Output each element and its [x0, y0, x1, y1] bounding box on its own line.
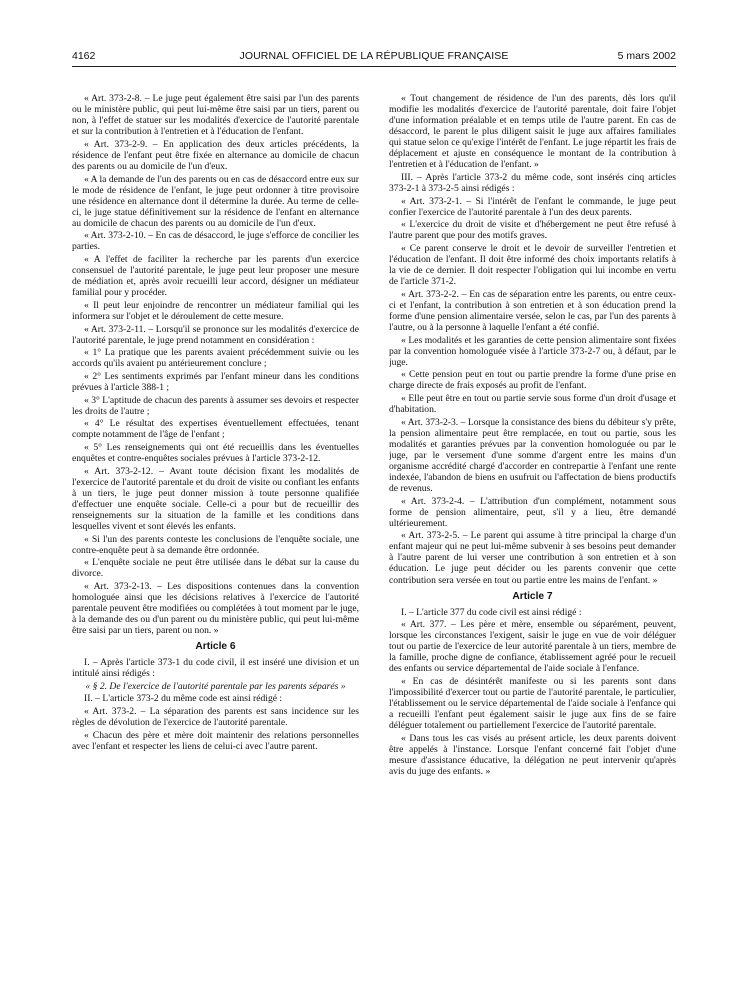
paragraph-art-373-2-3: « Art. 373-2-3. – Lorsque la consistance des biens du débiteur s'y prête, la pension alimentaire peut être remplacée, en tout ou partie, sous les modalités et garanties prévues par la convention homologuée ou par le juge, par le versement d'une somme d'argent entre les mains d'un organisme accrédité chargé d'accorder en contrepartie à l'enfant une rente indexée, l'abandon de biens en usufruit ou l'affectation de biens productifs de revenus. — [389, 416, 676, 494]
paragraph-art-373-2-5: « Art. 373-2-5. – Le parent qui assume à titre principal la charge d'un enfant majeur qui ne peut lui-même subvenir à ses besoins peut demander à l'autre parent de lui verser une contribution à son entretien et à son éducation. Le juge peut décider ou les parents convenir que cette contribution sera versée en tout ou partie entre les mains de l'enfant. » — [389, 530, 676, 586]
paragraph: « En cas de désintérêt manifeste ou si les parents sont dans l'impossibilité d'exercer tout ou partie de l'autorité parentale, le particulier, l'établissement ou le service départemental de l'aide sociale à l'enfance qui a recueilli l'enfant peut également saisir le juge aux fins de se faire déléguer totalement ou partiellement l'exercice de l'autorité parentale. — [389, 676, 676, 732]
right-column — [389, 93, 676, 973]
paragraph: II. – L'article 373-2 du même code est ainsi rédigé : — [84, 693, 283, 705]
article-7-heading: Article 7 — [512, 590, 553, 602]
paragraph-art-373-2-2: « Art. 373-2-2. – En cas de séparation entre les parents, ou entre ceux-ci et l'enfant, la contribution à son entretien et à son éducation prend la forme d'une pension alimentaire versée, selon le cas, par l'un des parents à l'autre, ou à la personne à laquelle l'enfant a été confié. — [389, 288, 676, 333]
paragraph: « L'enquête sociale ne peut être utilisée dans le débat sur la cause du divorce. — [72, 557, 359, 580]
paragraph: « Chacun des père et mère doit maintenir des relations personnelles avec l'enfant et respecter les liens de celui-ci avec l'autre parent. — [72, 729, 359, 752]
paragraph-art-373-2-11: « Art. 373-2-11. – Lorsqu'il se prononce sur les modalités d'exercice de l'autorité parentale, le juge prend notamment en considération : — [72, 323, 359, 346]
page-number: 4162 — [72, 50, 96, 62]
paragraph-art-373-2-9: « Art. 373-2-9. – En application des deux articles précédents, la résidence de l'enfant peut être fixée en alternance au domicile de chacun des parents ou au domicile de l'un d'eux. — [72, 138, 359, 172]
paragraph-art-373-2-10: « Art. 373-2-10. – En cas de désaccord, le juge s'efforce de concilier les parties. — [72, 230, 359, 253]
paragraph: I. – L'article 377 du code civil est ainsi rédigé : — [401, 606, 582, 618]
paragraph: I. – Après l'article 373-1 du code civil, il est inséré une division et un intitulé ainsi rédigés : — [72, 657, 359, 680]
header-divider — [72, 66, 676, 67]
paragraph: « Les modalités et les garanties de cette pension alimentaire sont fixées par la convention homologuée visée à l'article 373-2-7 ou, à défaut, par le juge. — [389, 334, 676, 368]
list-item: « 3° L'aptitude de chacun des parents à assumer ses devoirs et respecter les droits de l'autre ; — [72, 394, 359, 417]
paragraph-art-373-2-1: « Art. 373-2-1. – Si l'intérêt de l'enfant le commande, le juge peut confier l'exercice de l'autorité parentale à l'un des deux parents. — [389, 195, 676, 218]
paragraph: « L'exercice du droit de visite et d'hébergement ne peut être refusé à l'autre parent que pour des motifs graves. — [389, 219, 676, 242]
paragraph-art-377: « Art. 377. – Les père et mère, ensemble ou séparément, peuvent, lorsque les circonstances l'exigent, saisir le juge en vue de voir déléguer tout ou partie de l'exercice de leur autorité parentale à un tiers, membre de la famille, proche digne de confiance, établissement agréé pour le recueil des enfants ou service départemental de l'aide sociale à l'enfance. — [389, 619, 676, 675]
paragraph: « Dans tous les cas visés au présent article, les deux parents doivent être appelés à l'instance. Lorsque l'enfant concerné fait l'objet d'une mesure d'assistance éducative, la délégation ne peut intervenir qu'après avis du juge des enfants. » — [389, 732, 676, 778]
running-header — [72, 50, 676, 64]
paragraph: « Ce parent conserve le droit et le devoir de surveiller l'entretien et l'éducation de l'enfant. Il doit être informé des choix importants relatifs à la vie de ce dernier. Il doit respecter l'obligation qui lui incombe en vertu de l'article 371-2. — [389, 242, 676, 288]
paragraph: « Elle peut être en tout ou partie servie sous forme d'un droit d'usage et d'habitation. — [389, 392, 676, 416]
paragraph-art-373-2: « Art. 373-2. – La séparation des parents est sans incidence sur les règles de dévolution de l'exercice de l'autorité parentale. — [72, 706, 359, 729]
paragraph: « Cette pension peut en tout ou partie prendre la forme d'une prise en charge directe de frais exposés au profit de l'enfant. — [389, 369, 676, 392]
list-item: « 4° Le résultat des expertises éventuellement effectuées, tenant compte notamment de l'âge de l'enfant ; — [72, 418, 359, 441]
paragraph: « A l'effet de faciliter la recherche par les parents d'un exercice consensuel de l'autorité parentale, le juge peut leur proposer une mesure de médiation et, après avoir recueilli leur accord, désigner un médiateur familial pour y procéder. — [72, 254, 359, 299]
paragraph: « Tout changement de résidence de l'un des parents, dès lors qu'il modifie les modalités d'exercice de l'autorité parentale, doit faire l'objet d'une information préalable et en temps utile de l'autre parent. En cas de désaccord, le parent le plus diligent saisit le juge aux affaires familiales qui statue selon ce qu'exige l'intérêt de l'enfant. Le juge répartit les frais de déplacement et ajuste en conséquence le montant de la contribution à l'entretien et à l'éducation de l'enfant. » — [389, 93, 676, 171]
paragraph-art-373-2-4: « Art. 373-2-4. – L'attribution d'un complément, notamment sous forme de pension alimentaire, peut, s'il y a lieu, être demandé ultérieurement. — [389, 495, 676, 529]
paragraph: III. – Après l'article 373-2 du même code, sont insérés cinq articles 373-2-1 à 373-2-5 ainsi rédigés : — [389, 171, 676, 194]
issue-date: 5 mars 2002 — [617, 50, 676, 62]
paragraph-art-373-2-8: « Art. 373-2-8. – Le juge peut également être saisi par l'un des parents ou le ministère public, qui peut lui-même être saisi par un tiers, parent ou non, à l'effet de statuer sur les modalités d'exercice de l'autorité parentale et sur la contribution à l'entretien et à l'éducation de l'enfant. — [72, 93, 359, 138]
paragraph: « Si l'un des parents conteste les conclusions de l'enquête sociale, une contre-enquête peut à sa demande être ordonnée. — [72, 533, 359, 556]
list-item: « 5° Les renseignements qui ont été recueillis dans les éventuelles enquêtes et contre-enquêtes sociales prévues à l'article 373-2-12. — [72, 441, 359, 464]
paragraph: « Il peut leur enjoindre de rencontrer un médiateur familial qui les informera sur l'objet et le déroulement de cette mesure. — [72, 299, 359, 322]
paragraph-art-373-2-13: « Art. 373-2-13. – Les dispositions contenues dans la convention homologuée ainsi que les décisions relatives à l'exercice de l'autorité parentale peuvent être modifiées ou complétées à tout moment par le juge, à la demande des ou d'un parent ou du ministère public, qui peut lui-même être saisi par un tiers, parent ou non. » — [72, 580, 359, 637]
left-column — [72, 93, 359, 973]
paragraph: « A la demande de l'un des parents ou en cas de désaccord entre eux sur le mode de résidence de l'enfant, le juge peut ordonner à titre provisoire une résidence en alternance dont il détermine la durée. Au terme de celle-ci, le juge statue définitivement sur la résidence de l'enfant en alternance au domicile de chacun des parents ou au domicile de l'un d'eux. — [72, 173, 359, 229]
section-title: « § 2. De l'exercice de l'autorité parentale par les parents séparés » — [85, 680, 346, 692]
paragraph-art-373-2-12: « Art. 373-2-12. – Avant toute décision fixant les modalités de l'exercice de l'autorité parentale et du droit de visite ou confiant les enfants à un tiers, le juge peut donner mission à toute personne qualifiée d'effectuer une enquête sociale. Celle-ci a pour but de recueillir des renseignements sur la situation de la famille et les conditions dans lesquelles vivent et sont élevés les enfants. — [72, 465, 359, 532]
list-item: « 2° Les sentiments exprimés par l'enfant mineur dans les conditions prévues à l'article 388-1 ; — [72, 370, 359, 393]
article-6-heading: Article 6 — [195, 641, 236, 653]
journal-title: JOURNAL OFFICIEL DE LA RÉPUBLIQUE FRANÇAISE — [239, 50, 509, 62]
list-item: « 1° La pratique que les parents avaient précédemment suivie ou les accords qu'ils avaient pu antérieurement conclure ; — [72, 347, 359, 370]
